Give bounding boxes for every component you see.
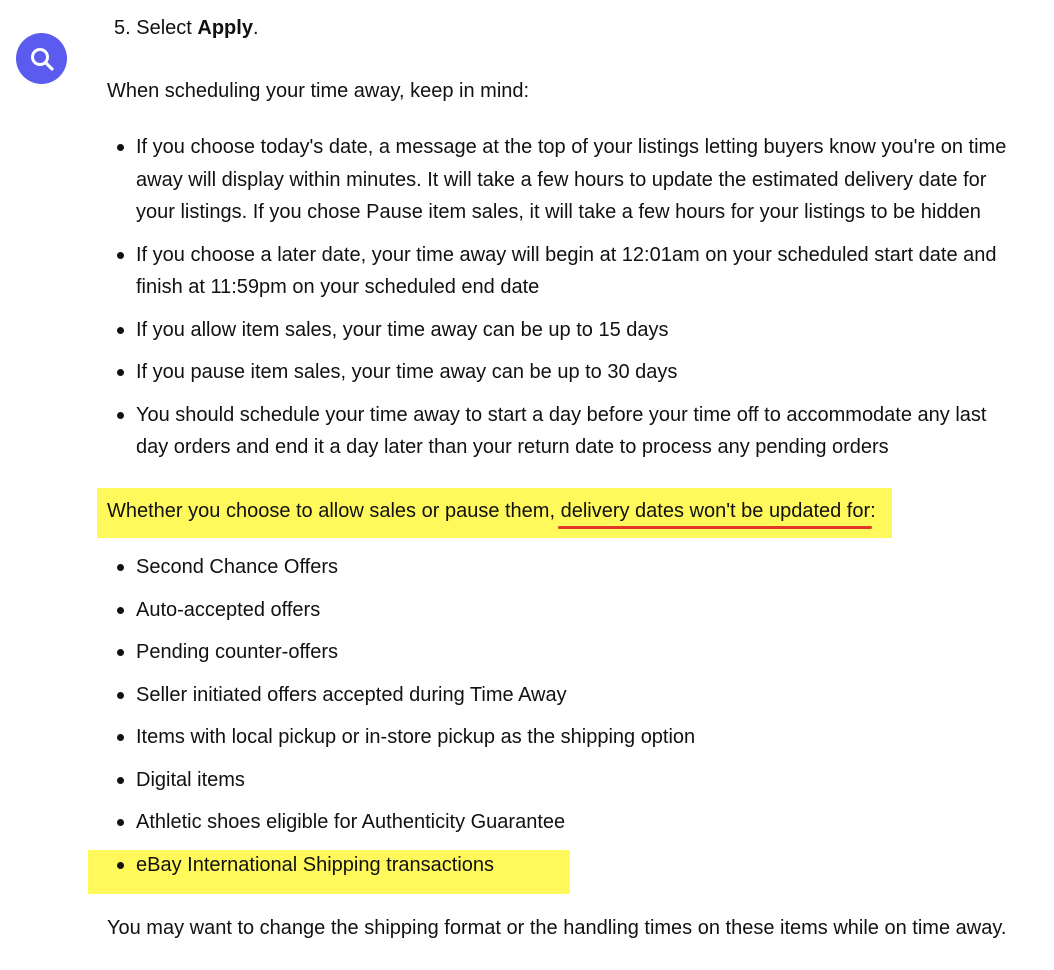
whether-underlined-text: delivery dates won't be updated for (561, 497, 871, 525)
list-item: If you allow item sales, your time away can be up to 15 days (136, 314, 1016, 347)
outro-paragraph: You may want to change the shipping format or the handling times on these items while on time away. (107, 917, 1007, 939)
search-icon (29, 46, 55, 72)
step-5 (114, 14, 259, 42)
list-item: If you choose today's date, a message at the top of your listings letting buyers know you're on time away will display within minutes. It will take a few hours to update the estimated delivery date for your listings. If you chose Pause item sales, it will take a few hours for your listings to be hidden (136, 131, 1016, 229)
list-item: If you choose a later date, your time away will begin at 12:01am on your scheduled start date and finish at 11:59pm on your scheduled end date (136, 239, 1016, 304)
search-button[interactable] (16, 33, 67, 84)
whether-paragraph (107, 497, 876, 525)
list-item: eBay International Shipping transactions (136, 849, 1016, 882)
list-item: Seller initiated offers accepted during Time Away (136, 679, 1016, 712)
list-item: Auto-accepted offers (136, 594, 1016, 627)
whether-lead: Whether you choose to allow sales or pause them, (107, 500, 561, 522)
step-suffix: . (252, 17, 259, 39)
step-prefix: 5. Select (114, 17, 198, 39)
list-item: You should schedule your time away to start a day before your time off to accommodate any last day orders and end it a day later than your return date to process any pending orders (136, 399, 1016, 464)
time-away-tips-list (136, 131, 1016, 474)
delivery-exceptions-list (136, 551, 1016, 891)
intro-paragraph: When scheduling your time away, keep in mind: (107, 80, 530, 102)
whether-tail: : (870, 500, 876, 522)
list-item: Second Chance Offers (136, 551, 1016, 584)
list-item: Athletic shoes eligible for Authenticity Guarantee (136, 806, 1016, 839)
list-item: Items with local pickup or in-store pickup as the shipping option (136, 721, 1016, 754)
list-item: Pending counter-offers (136, 636, 1016, 669)
step-action-apply: Apply (197, 17, 253, 39)
list-item: If you pause item sales, your time away can be up to 30 days (136, 356, 1016, 389)
list-item: Digital items (136, 764, 1016, 797)
